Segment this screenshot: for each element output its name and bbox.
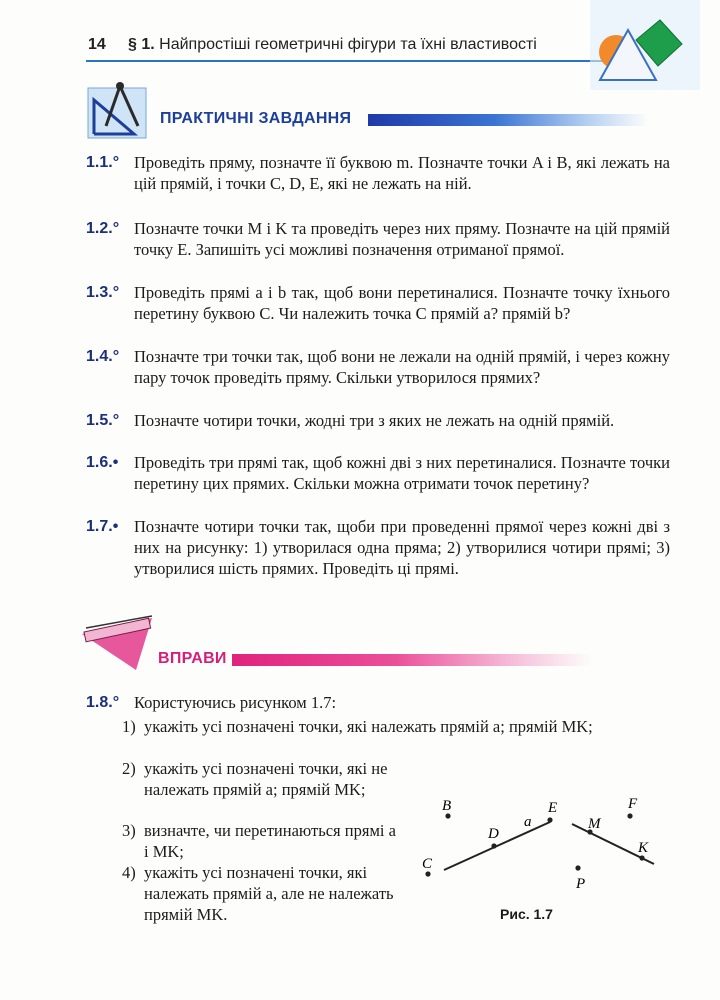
point-e xyxy=(547,817,552,822)
exercise-text: Позначте чотири точки, жодні три з яких не лежать на одній прямій. xyxy=(134,411,615,430)
exercise-number: 1.5.° xyxy=(86,412,120,429)
exercise-item xyxy=(86,152,670,194)
exercise-number: 1.2.° xyxy=(86,220,120,237)
exercise-text: Позначте чотири точки так, щоби при проведенні прямої через кожні дві з них на рисунку: 1) утворилася одна пряма; 2) утворилися чотири прямі; 3) утворилися шість прямих. Проведіть ці прямі. xyxy=(134,517,670,578)
label-c: C xyxy=(422,856,433,872)
compass-ruler-icon xyxy=(84,78,156,144)
figure-caption: Рис. 1.7 xyxy=(500,906,553,922)
point-d xyxy=(491,843,496,848)
subitem-text: укажіть усі позначені точки, які належать прямій a; прямій MK; xyxy=(144,717,593,736)
subitem xyxy=(122,820,404,862)
header-rule xyxy=(86,60,606,62)
ruler-triangle-icon xyxy=(76,614,160,674)
exercise-text: Проведіть три прямі так, щоб кожні дві з них перетиналися. Позначте точки перетину цих прямих. Скільки можна отримати точок перетину? xyxy=(134,453,670,493)
point-k xyxy=(639,855,644,860)
point-b xyxy=(445,813,450,818)
label-d: D xyxy=(488,826,499,842)
figure-1-7 xyxy=(414,786,674,906)
running-header xyxy=(128,36,537,54)
subitem xyxy=(122,758,404,800)
exercise-item xyxy=(86,692,646,713)
label-m: M xyxy=(588,816,601,832)
exercise-text: Проведіть пряму, позначте її буквою m. Позначте точки A і B, які лежать на цій прямій, і точки C, D, E, які не лежать на ній. xyxy=(134,153,670,193)
section-title: Найпростіші геометричні фігури та їхні властивості xyxy=(159,36,537,53)
point-f xyxy=(627,813,632,818)
subitem-number: 1) xyxy=(122,717,136,736)
exercise-text: Користуючись рисунком 1.7: xyxy=(134,693,337,712)
subitem xyxy=(122,716,670,737)
label-e: E xyxy=(548,800,558,816)
geometric-shapes-icon xyxy=(590,0,700,90)
label-a: a xyxy=(524,814,532,830)
exercise-number: 1.1.° xyxy=(86,154,120,171)
exercise-text: Проведіть прямі a і b так, щоб вони перетиналися. Позначте точку їхнього перетину буквою C. Чи належить точка C прямій a? прямій b? xyxy=(134,283,670,323)
label-p: P xyxy=(576,876,586,892)
exercise-item xyxy=(86,218,670,260)
label-f: F xyxy=(628,796,638,812)
exercise-number: 1.3.° xyxy=(86,284,120,301)
exercise-number: 1.6.• xyxy=(86,454,119,471)
exercise-item xyxy=(86,516,670,579)
exercise-text: Позначте три точки так, щоб вони не лежали на одній прямій, і через кожну пару точок проведіть пряму. Скільки утворилося прямих? xyxy=(134,347,670,387)
label-b: B xyxy=(442,798,452,814)
exercise-item xyxy=(86,452,670,494)
exercises-heading: ВПРАВИ xyxy=(158,650,227,667)
section-label: § 1. xyxy=(128,36,155,53)
exercise-text: Позначте точки M і K та проведіть через них пряму. Позначте на цій прямій точку E. Запишіть усі можливі позначення отриманої прямої. xyxy=(134,219,670,259)
heading-bar xyxy=(368,114,648,126)
subitem-text: визначте, чи перетинаються прямі a і MK; xyxy=(144,821,396,861)
point-p xyxy=(575,865,580,870)
subitem-text: укажіть усі позначені точки, які належать прямій a, але не належать прямій MK. xyxy=(144,863,394,924)
exercise-number: 1.8.° xyxy=(86,694,120,711)
heading-bar xyxy=(232,654,592,666)
subitem-number: 2) xyxy=(122,759,136,778)
point-c xyxy=(425,871,430,876)
label-k: K xyxy=(638,840,649,856)
subitem xyxy=(122,862,404,925)
exercise-number: 1.4.° xyxy=(86,348,120,365)
exercise-item xyxy=(86,282,670,324)
exercise-item xyxy=(86,346,670,388)
subitem-number: 3) xyxy=(122,821,136,840)
page-number: 14 xyxy=(88,36,106,53)
exercise-number: 1.7.• xyxy=(86,518,119,535)
exercise-item xyxy=(86,410,670,431)
subitem-number: 4) xyxy=(122,863,136,882)
practical-tasks-heading: ПРАКТИЧНІ ЗАВДАННЯ xyxy=(160,110,352,127)
subitem-text: укажіть усі позначені точки, які не належать прямій a; прямій MK; xyxy=(144,759,388,799)
